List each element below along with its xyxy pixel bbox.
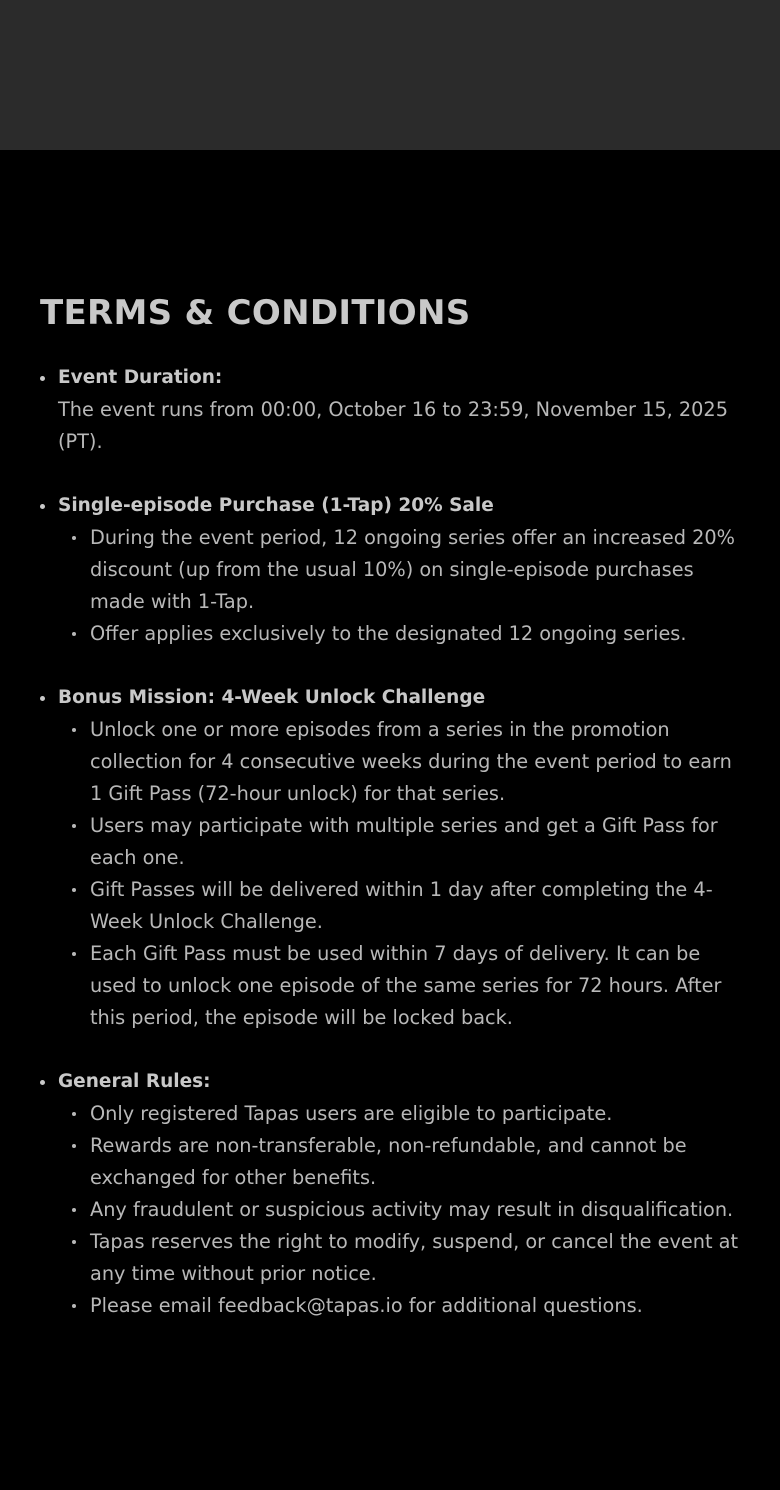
list-item: Users may participate with multiple series and get a Gift Pass for each one.	[58, 810, 740, 874]
terms-title: TERMS & CONDITIONS	[40, 293, 471, 333]
section-heading: Bonus Mission: 4-Week Unlock Challenge	[58, 687, 486, 708]
top-banner-area	[0, 0, 780, 150]
section-single-episode-sale	[40, 490, 740, 650]
section-event-duration	[40, 362, 740, 458]
item-list	[58, 1098, 740, 1322]
section-heading: Event Duration:	[58, 367, 223, 388]
section-text: The event runs from 00:00, October 16 to 23:59, November 15, 2025 (PT).	[58, 398, 728, 453]
section-bonus-mission	[40, 682, 740, 1034]
list-item: Tapas reserves the right to modify, suspend, or cancel the event at any time without prior notice.	[58, 1226, 740, 1290]
section-heading: Single-episode Purchase (1-Tap) 20% Sale	[58, 495, 494, 516]
section-general-rules	[40, 1066, 740, 1322]
list-item: Each Gift Pass must be used within 7 days of delivery. It can be used to unlock one episode of the same series for 72 hours. After this period, the episode will be locked back.	[58, 938, 740, 1034]
list-item: Only registered Tapas users are eligible to participate.	[58, 1098, 740, 1130]
section-heading: General Rules:	[58, 1071, 211, 1092]
list-item: Any fraudulent or suspicious activity may result in disqualification.	[58, 1194, 740, 1226]
list-item: Unlock one or more episodes from a series in the promotion collection for 4 consecutive weeks during the event period to earn 1 Gift Pass (72-hour unlock) for that series.	[58, 714, 740, 810]
list-item: During the event period, 12 ongoing series offer an increased 20% discount (up from the usual 10%) on single-episode purchases made with 1-Tap.	[58, 522, 740, 618]
item-list	[58, 714, 740, 1034]
list-item: Please email feedback@tapas.io for additional questions.	[58, 1290, 740, 1322]
list-item: Gift Passes will be delivered within 1 day after completing the 4-Week Unlock Challenge.	[58, 874, 740, 938]
list-item: Offer applies exclusively to the designated 12 ongoing series.	[58, 618, 740, 650]
terms-section	[40, 290, 740, 1354]
list-item: Rewards are non-transferable, non-refundable, and cannot be exchanged for other benefits.	[58, 1130, 740, 1194]
item-list	[58, 522, 740, 650]
terms-list	[40, 362, 740, 1322]
